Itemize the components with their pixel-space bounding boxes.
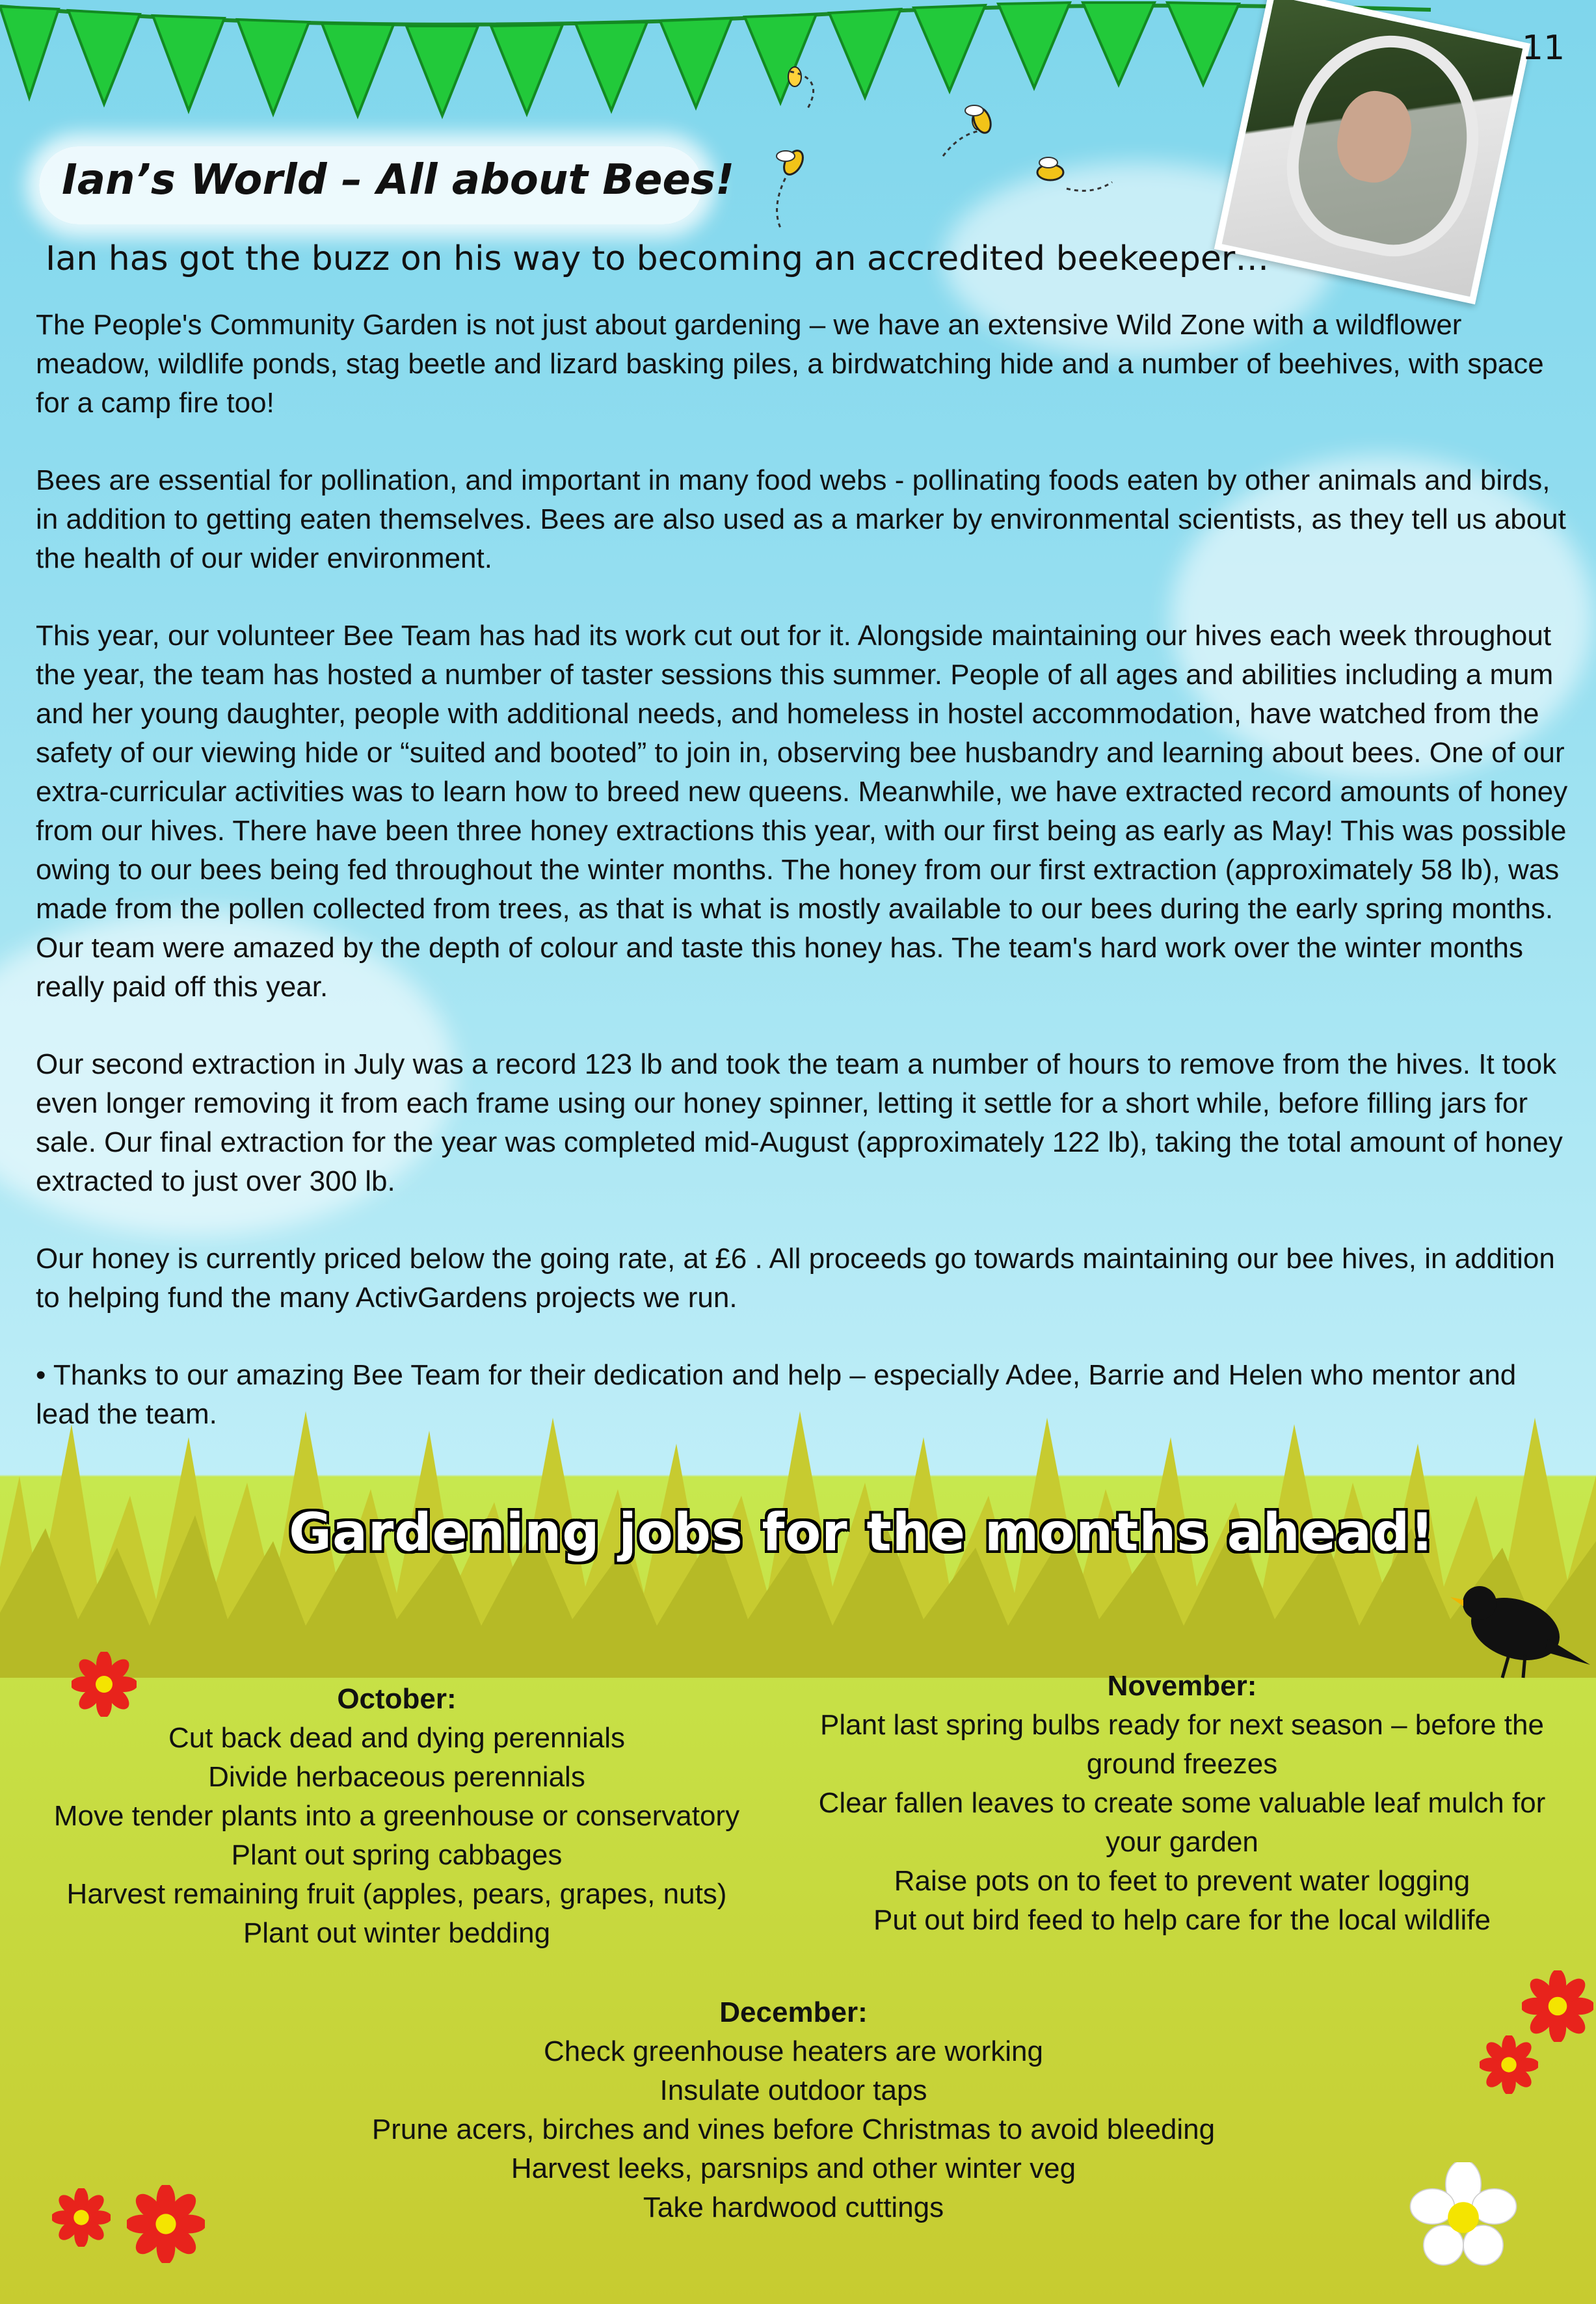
list-item: Cut back dead and dying perennials xyxy=(168,1722,626,1754)
list-item: Put out bird feed to help care for the local wildlife xyxy=(873,1904,1491,1936)
red-flower-icon xyxy=(127,2185,205,2263)
november-list xyxy=(793,1706,1571,1940)
red-flower-icon xyxy=(52,2188,111,2247)
list-item: Clear fallen leaves to create some valuable leaf mulch for your garden xyxy=(818,1787,1546,1858)
list-item: Plant last spring bulbs ready for next season – before the ground freezes xyxy=(820,1709,1544,1780)
december-jobs xyxy=(280,1993,1307,2227)
article-paragraph: Our honey is currently priced below the going rate, at £6 . All proceeds go towards maintaining our bee hives, in addition to helping fund the many ActivGardens projects we run. xyxy=(36,1243,1555,1314)
bee-icons xyxy=(728,59,1119,228)
list-item: Divide herbaceous perennials xyxy=(208,1761,585,1793)
list-item: Take hardwood cuttings xyxy=(643,2191,944,2223)
october-jobs xyxy=(26,1680,767,1953)
list-item: Move tender plants into a greenhouse or conservatory xyxy=(53,1800,740,1832)
red-flower-icon xyxy=(1480,2035,1538,2094)
list-item: Plant out winter bedding xyxy=(243,1917,551,1949)
list-item: Plant out spring cabbages xyxy=(231,1839,563,1871)
november-jobs xyxy=(793,1667,1571,1940)
article-paragraph: This year, our volunteer Bee Team has had its work cut out for it. Alongside maintaining our hives each week throughout the year, the team has hosted a number of taster sessions this summer. People of all ages and abilities including a mum and her young daughter, people with additional needs, and homeless in hostel accommodation, have watched from the safety of our viewing hide or “suited and booted” to join in, observing bee husbandry and learning about bees. One of our extra-curricular activities was to learn how to breed new queens. Meanwhile, we have extracted record amounts of honey from our hives. There have been three honey extractions this year, with our first being as early as May! This was possible owing to our bees being fed throughout the winter months. The honey from our first extraction (approximately 58 lb), was made from the pollen collected from trees, as that is what is mostly available to our bees during the early spring months. Our team were amazed by the depth of colour and taste this honey has. The team's hard work over the winter months really paid off this year. xyxy=(36,620,1568,1003)
list-item: Raise pots on to feet to prevent water logging xyxy=(894,1865,1470,1897)
list-item: Harvest leeks, parsnips and other winter veg xyxy=(511,2152,1076,2184)
november-title: November: xyxy=(1107,1670,1257,1702)
list-item: Harvest remaining fruit (apples, pears, grapes, nuts) xyxy=(66,1878,727,1910)
list-item: Check greenhouse heaters are working xyxy=(543,2035,1043,2067)
red-flower-icon xyxy=(1522,1970,1593,2042)
list-item: Insulate outdoor taps xyxy=(659,2074,927,2106)
article-subtitle: Ian has got the buzz on his way to becoming an accredited beekeeper… xyxy=(46,239,1270,278)
page-number: 11 xyxy=(1522,29,1565,68)
october-list xyxy=(26,1719,767,1953)
list-item: Prune acers, birches and vines before Christmas to avoid bleeding xyxy=(371,2113,1216,2145)
article-paragraph: Our second extraction in July was a record 123 lb and took the team a number of hours to remove from the hives. It took even longer removing it from each frame using our honey spinner, letting it settle for a short while, before filling jars for sale. Our final extraction for the year was completed mid-August (approximately 122 lb), taking the total amount of honey extracted to just over 300 lb. xyxy=(36,1048,1563,1197)
gardening-heading: Gardening jobs for the months ahead! xyxy=(289,1502,1435,1563)
article-body xyxy=(36,306,1571,1472)
article-title: Ian’s World – All about Bees! xyxy=(62,156,735,204)
october-title: October: xyxy=(337,1683,457,1715)
article-paragraph: Bees are essential for pollination, and important in many food webs - pollinating foods eaten by other animals and birds, in addition to getting eaten themselves. Bees are also used as a marker by environmental scientists, as they tell us about the health of our wider environment. xyxy=(36,464,1566,574)
article-paragraph: The People's Community Garden is not just about gardening – we have an extensive Wild Zone with a wildflower meadow, wildlife ponds, stag beetle and lizard basking piles, a birdwatching hide and a number of beehives, with space for a camp fire too! xyxy=(36,309,1544,419)
daisy-icon xyxy=(1408,2162,1519,2273)
article-paragraph: • Thanks to our amazing Bee Team for their dedication and help – especially Adee, Barrie and Helen who mentor and lead the team. xyxy=(36,1359,1517,1430)
december-list xyxy=(280,2032,1307,2227)
december-title: December: xyxy=(719,1996,868,2028)
